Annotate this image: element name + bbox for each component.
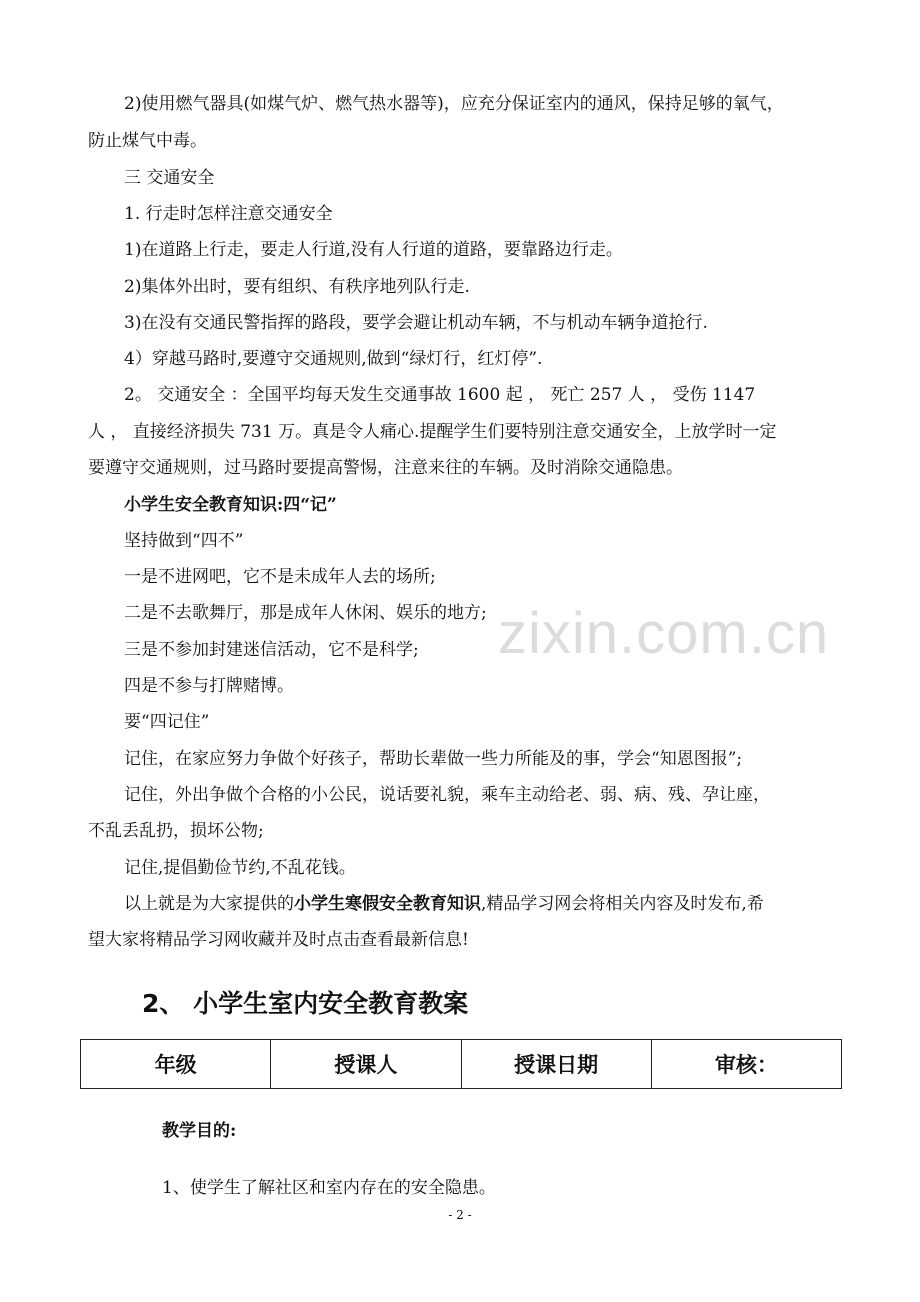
paragraph-gas-line2: 防止煤气中毒。 (88, 131, 207, 151)
traffic-stats-line3: 要遵守交通规则，过马路时要提高警惕，注意来往的车辆。及时消除交通隐患。 (88, 458, 683, 478)
date-cell: 授课日期 (461, 1040, 651, 1089)
subsection-walking-title: 1. 行走时怎样注意交通安全 (124, 204, 333, 224)
remember-item-3: 记住,提倡勤俭节约,不乱花钱。 (124, 858, 356, 878)
page-number: - 2 - (448, 1208, 472, 1222)
lesson-plan-heading: 2、 小学生室内安全教育教案 (142, 989, 469, 1018)
section-traffic-title: 三 交通安全 (124, 168, 215, 188)
teaching-goal-1: 1、使学生了解社区和室内存在的安全隐患。 (162, 1178, 496, 1198)
teaching-goals-title: 教学目的: (162, 1121, 237, 1141)
walking-item-1: 1)在道路上行走，要走人行道,没有人行道的道路，要靠路边行走。 (124, 240, 623, 260)
review-cell: 审核： (651, 1040, 841, 1089)
watermark: zixin.com.cn (498, 601, 830, 666)
lesson-info-table (80, 1039, 842, 1089)
remember-item-2-line1: 记住，外出争做个合格的小公民，说话要礼貌，乘车主动给老、弱、病、残、孕让座， (124, 785, 770, 805)
four-nots-item-2: 二是不去歌舞厅，那是成年人休闲、娱乐的地方; (124, 603, 487, 623)
walking-item-4: 4）穿越马路时,要遵守交通规则,做到“绿灯行，红灯停”. (124, 349, 543, 369)
grade-cell: 年级 (81, 1040, 271, 1089)
closing-text-pre: 以上就是为大家提供的 (124, 894, 294, 914)
four-nots-item-3: 三是不参加封建迷信活动，它不是科学; (124, 640, 419, 660)
traffic-stats-line2: 人 ， 直接经济损失 731 万。真是令人痛心.提醒学生们要特别注意交通安全，上放学时一定 (88, 422, 777, 442)
paragraph-gas-line1: 2)使用燃气器具(如煤气炉、燃气热水器等)，应充分保证室内的通风，保持足够的氧气， (124, 94, 784, 114)
traffic-stats-line1: 2。 交通安全 ：全国平均每天发生交通事故 1600 起 ， 死亡 257 人 ， 受伤 1147 (124, 385, 756, 405)
four-nots-item-4: 四是不参与打牌赌博。 (124, 676, 294, 696)
four-remember-title: 要“四记住” (124, 712, 210, 732)
walking-item-3: 3)在没有交通民警指挥的路段，要学会避让机动车辆，不与机动车辆争道抢行. (124, 313, 708, 333)
closing-text-post: ,精品学习网会将相关内容及时发布,希 (481, 894, 764, 914)
walking-item-2: 2)集体外出时，要有组织、有秩序地列队行走. (124, 277, 470, 297)
four-nots-item-1: 一是不进网吧，它不是未成年人去的场所; (124, 567, 436, 587)
teacher-cell: 授课人 (271, 1040, 461, 1089)
closing-link-text: 小学生寒假安全教育知识 (294, 894, 481, 914)
remember-item-2-line2: 不乱丢乱扔，损坏公物; (88, 821, 264, 841)
four-remember-heading: 小学生安全教育知识:四“记” (124, 495, 337, 515)
four-nots-title: 坚持做到“四不” (124, 531, 244, 551)
remember-item-1: 记住，在家应努力争做个好孩子，帮助长辈做一些力所能及的事，学会“知恩图报”; (124, 749, 743, 769)
closing-line1 (88, 887, 840, 921)
closing-line2: 望大家将精品学习网收藏并及时点击查看最新信息! (88, 930, 469, 950)
